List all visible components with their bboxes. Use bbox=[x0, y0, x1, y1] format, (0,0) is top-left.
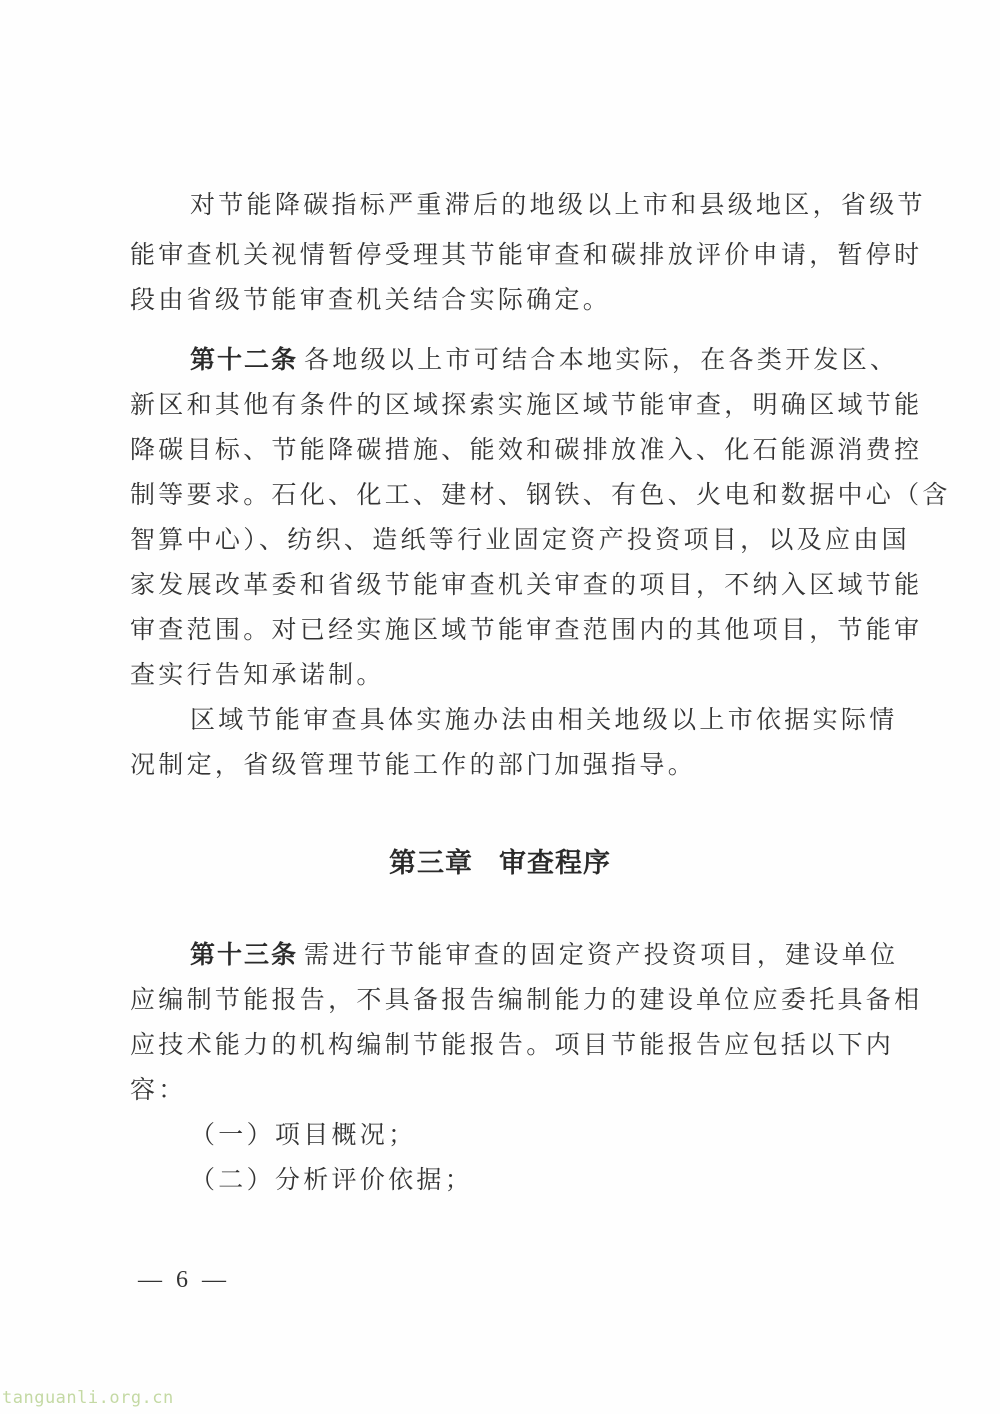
article-13-label: 第十三条 bbox=[190, 940, 299, 969]
article-12-line-8: 查实行告知承诺制。 bbox=[130, 660, 385, 689]
article-13-line-2: 应编制节能报告，不具备报告编制能力的建设单位应委托具备相 bbox=[130, 985, 923, 1014]
paragraph-1-line-1: 对节能降碳指标严重滞后的地级以上市和县级地区，省级节 bbox=[190, 190, 926, 219]
article-12-line-4: 制等要求。石化、化工、建材、钢铁、有色、火电和数据中心（含 bbox=[130, 480, 951, 509]
article-13-line-3: 应技术能力的机构编制节能报告。项目节能报告应包括以下内 bbox=[130, 1030, 895, 1059]
article-12-line-7: 审查范围。对已经实施区域节能审查范围内的其他项目，节能审 bbox=[130, 615, 923, 644]
chapter-title: 审查程序 bbox=[499, 848, 611, 879]
watermark: tanguanli.org.cn bbox=[2, 1388, 174, 1408]
list-item-2: （二）分析评价依据； bbox=[190, 1165, 474, 1194]
article-13-line-4: 容： bbox=[130, 1075, 187, 1104]
article-12-line-3: 降碳目标、节能降碳措施、能效和碳排放准入、化石能源消费控 bbox=[130, 435, 923, 464]
paragraph-1-line-3: 段由省级节能审查机关结合实际确定。 bbox=[130, 285, 612, 314]
article-13-first-line bbox=[190, 940, 899, 970]
article-12-line-2: 新区和其他有条件的区域探索实施区域节能审查，明确区域节能 bbox=[130, 390, 923, 419]
article-12-line-5: 智算中心）、纺织、造纸等行业固定资产投资项目，以及应由国 bbox=[130, 525, 910, 554]
paragraph-3-line-1: 区域节能审查具体实施办法由相关地级以上市依据实际情 bbox=[190, 705, 898, 734]
paragraph-1-line-2: 能审查机关视情暂停受理其节能审查和碳排放评价申请，暂停时 bbox=[130, 240, 923, 269]
article-12-line-6: 家发展改革委和省级节能审查机关审查的项目，不纳入区域节能 bbox=[130, 570, 923, 599]
article-13-line-1: 需进行节能审查的固定资产投资项目，建设单位 bbox=[304, 940, 899, 969]
chapter-number: 第三章 bbox=[389, 848, 473, 879]
article-12-label: 第十二条 bbox=[190, 345, 299, 374]
article-12-line-1: 各地级以上市可结合本地实际，在各类开发区、 bbox=[304, 345, 899, 374]
page-number: — 6 — bbox=[138, 1267, 230, 1293]
chapter-heading bbox=[0, 847, 1000, 881]
article-12-first-line bbox=[190, 345, 899, 375]
paragraph-3-line-2: 况制定，省级管理节能工作的部门加强指导。 bbox=[130, 750, 697, 779]
list-item-1: （一）项目概况； bbox=[190, 1120, 417, 1149]
